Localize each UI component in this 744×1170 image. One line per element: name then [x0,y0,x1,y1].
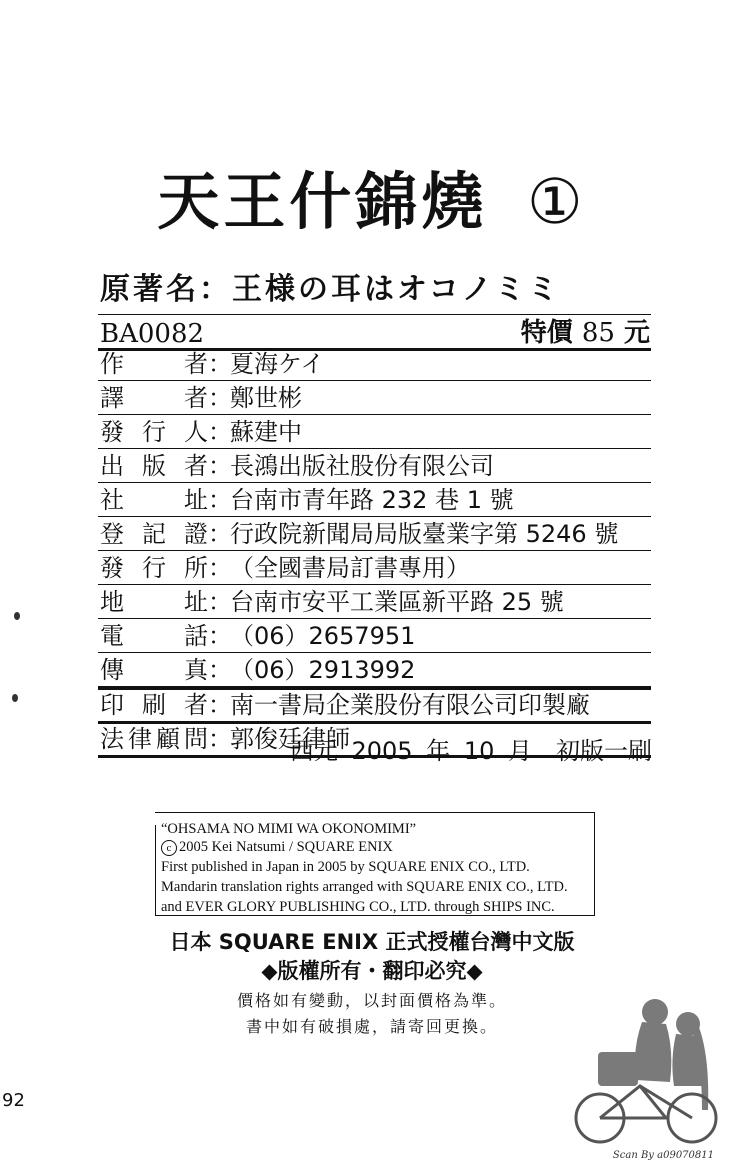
credit-row [100,485,514,515]
copyright-line: Mandarin translation rights arranged with SQUARE ENIX CO., LTD. [161,879,568,895]
edition-date: 西元 2005 年 10 月 初版一刷 [289,737,652,765]
title-text: 天王什錦燒 [157,165,488,238]
credit-label: 作者 [100,350,208,378]
credit-value: 台南市安平工業區新平路 25 號 [230,588,564,616]
credit-colon: ： [208,350,232,378]
credit-row [100,451,494,481]
credit-label: 電話 [100,622,208,650]
copyright-line [161,838,393,856]
credit-value: 夏海ケイ [230,350,325,378]
price-label: 特價 [520,318,573,348]
credit-label: 發行人 [100,418,208,446]
credit-value: 鄭世彬 [230,384,302,412]
book-title [0,162,744,242]
credit-colon: ： [208,554,232,582]
credit-row [100,553,470,583]
scan-credit: Scan By a09070811 [612,1150,714,1161]
credit-row [100,417,302,447]
original-title: 原著名：王様の耳はオコノミミ [100,272,561,307]
credit-label: 社址 [100,486,208,514]
credit-colon: ： [208,622,232,650]
price [521,316,650,350]
credit-colon: ： [208,418,232,446]
credit-colon: ： [208,384,232,412]
row-divider [98,687,651,690]
price-note: 價格如有變動，以封面價格為準。 [236,991,507,1010]
credit-row [100,655,415,685]
credit-value: （06）2913992 [230,656,416,684]
authorization-notice: 日本 SQUARE ENIX 正式授權台灣中文版 [169,930,575,954]
copyright-line: and EVER GLORY PUBLISHING CO., LTD. through SHIPS INC. [161,899,555,915]
copyright-symbol: c [161,840,177,856]
credit-colon: ： [208,656,232,684]
row-divider [98,414,651,415]
credit-colon: ： [208,486,232,514]
scan-speck [14,612,20,620]
row-divider [98,448,651,449]
credit-colon: ： [208,725,232,753]
credit-value: 蘇建中 [230,418,302,446]
scan-speck [12,694,18,702]
book-code: BA0082 [100,319,205,349]
price-value: 85 [581,318,615,348]
cyclists-silhouette [570,990,720,1150]
row-divider [98,618,651,619]
credit-row [100,519,618,549]
credit-value: 台南市青年路 232 巷 1 號 [230,486,514,514]
row-divider [98,380,651,381]
credit-colon: ： [208,452,232,480]
credit-label: 印刷者 [100,691,208,719]
credit-label: 傳真 [100,656,208,684]
page-number: 92 [2,1090,25,1111]
credit-value: （全國書局訂書專用） [230,554,470,582]
credit-label: 出版者 [100,452,208,480]
credit-row [100,587,564,617]
divider [98,314,651,315]
credit-value: 南一書局企業股份有限公司印製廠 [230,691,590,719]
credit-label: 法律顧問 [100,725,208,753]
credit-row [100,349,324,379]
credit-label: 譯者 [100,384,208,412]
box-left-line [155,825,156,915]
row-divider [98,652,651,653]
credit-colon: ： [208,520,232,548]
row-divider [98,584,651,585]
credit-value: 長鴻出版社股份有限公司 [230,452,494,480]
credit-value: 行政院新聞局局版臺業字第 5246 號 [230,520,619,548]
credit-row [100,621,415,651]
copyright-line: “OHSAMA NO MIMI WA OKONOMIMI” [161,821,417,837]
row-divider [98,482,651,483]
copyright-text: 2005 Kei Natsumi / SQUARE ENIX [179,839,393,855]
credit-colon: ： [208,691,232,719]
price-unit: 元 [623,318,650,348]
row-divider [98,550,651,551]
credit-row [100,690,590,720]
credit-value: 郭俊廷律師 [230,725,350,753]
credit-label: 登記證 [100,520,208,548]
copyright-line: First published in Japan in 2005 by SQUARE ENIX CO., LTD. [161,859,530,875]
credit-label: 地址 [100,588,208,616]
credit-colon: ： [208,588,232,616]
row-divider [98,516,651,517]
damage-note: 書中如有破損處，請寄回更換。 [245,1017,498,1036]
credit-row [100,383,302,413]
volume-mark: ① [527,165,587,238]
credit-value: （06）2657951 [230,622,416,650]
credit-label: 發行所 [100,554,208,582]
rights-notice: ◆版權所有・翻印必究◆ [261,959,483,983]
